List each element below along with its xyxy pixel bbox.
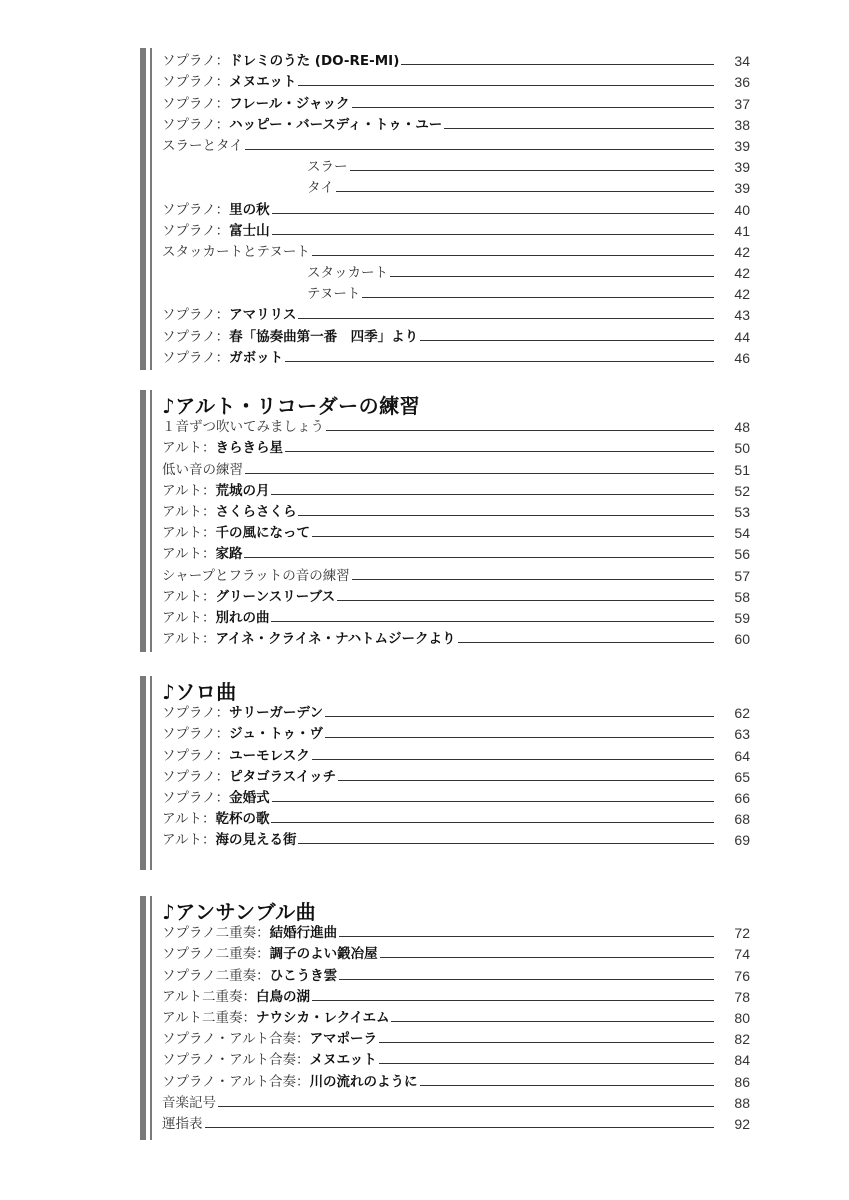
page-number: 50 [734, 440, 750, 457]
page-number: 37 [734, 95, 750, 112]
entry-prefix: アルト： [162, 631, 216, 648]
entry-prefix: アルト： [162, 588, 216, 605]
toc-entry [162, 1068, 750, 1089]
leader-line [379, 1063, 714, 1064]
toc-entry [162, 414, 750, 435]
entry-title: 別れの曲 [215, 609, 270, 626]
leader-line [390, 276, 714, 277]
toc-list [162, 700, 750, 848]
leader-line [272, 801, 714, 802]
toc-entry [162, 133, 750, 154]
leader-line [272, 234, 714, 235]
section-bar [140, 676, 146, 870]
entry-prefix: ソプラノ： [162, 768, 230, 785]
section-heading: ♪アルト・リコーダーの練習 [162, 394, 421, 418]
toc-list [162, 48, 750, 366]
toc-entry [162, 69, 750, 90]
toc-entry [162, 281, 750, 302]
leader-line [312, 255, 714, 256]
page-number: 57 [734, 567, 750, 584]
entry-title: アマポーラ [309, 1031, 378, 1048]
toc-section-solo [140, 676, 750, 870]
leader-line [244, 557, 714, 558]
leader-line [271, 822, 714, 823]
entry-title: 乾杯の歌 [215, 811, 270, 828]
page-number: 72 [734, 925, 750, 942]
toc-entry [162, 456, 750, 477]
entry-prefix: アルト： [162, 440, 216, 457]
entry-title: 白鳥の湖 [255, 988, 310, 1005]
page-number: 66 [734, 789, 750, 806]
leader-line [298, 85, 714, 86]
page-number: 56 [734, 546, 750, 563]
page-number: 40 [734, 201, 750, 218]
leader-line [458, 642, 715, 643]
entry-prefix: ソプラノ二重奏： [162, 967, 270, 984]
toc-entry [162, 1026, 750, 1047]
toc-entry [162, 478, 750, 499]
page-number: 39 [734, 137, 750, 154]
leader-line [205, 1127, 715, 1128]
toc-entry [162, 239, 750, 260]
leader-line [338, 780, 714, 781]
entry-prefix: アルト二重奏： [162, 988, 256, 1005]
leader-line [401, 64, 714, 65]
entry-prefix: ソプラノ： [162, 349, 230, 366]
entry-prefix: シャープとフラットの音の練習 [162, 567, 350, 584]
leader-line [380, 957, 714, 958]
toc-entry [162, 827, 750, 848]
page-number: 42 [734, 243, 750, 260]
leader-line [337, 600, 714, 601]
toc-entry [162, 302, 750, 323]
toc-entry [162, 1090, 750, 1111]
toc-entry [162, 48, 750, 69]
page-number: 42 [734, 265, 750, 282]
page-number: 54 [734, 525, 750, 542]
entry-prefix: スタッカートとテヌート [162, 243, 310, 260]
leader-line [391, 1021, 714, 1022]
entry-prefix: ソプラノ・アルト合奏： [162, 1073, 310, 1090]
page-number: 42 [734, 286, 750, 303]
entry-title: ユーモレスク [229, 747, 310, 764]
leader-line [312, 1000, 714, 1001]
entry-title: ナウシカ・レクイエム [255, 1009, 390, 1026]
leader-line [339, 936, 714, 937]
leader-line [420, 340, 714, 341]
page-number: 92 [734, 1115, 750, 1132]
page-number: 76 [734, 967, 750, 984]
page-number: 34 [734, 53, 750, 70]
entry-prefix: ソプラノ： [162, 53, 230, 70]
toc-entry [162, 700, 750, 721]
page-number: 48 [734, 419, 750, 436]
page-number: 88 [734, 1094, 750, 1111]
entry-title: ドレミのうた (DO-RE-MI) [229, 53, 400, 70]
leader-line [420, 1085, 714, 1086]
page-number: 74 [734, 946, 750, 963]
toc-entry [162, 345, 750, 366]
entry-prefix: １音ずつ吹いてみましょう [162, 419, 324, 436]
leader-line [218, 1106, 714, 1107]
entry-prefix: アルト： [162, 832, 216, 849]
toc-entry [162, 323, 750, 344]
entry-title: ピタゴラスイッチ [229, 768, 337, 785]
entry-prefix: ソプラノ： [162, 726, 230, 743]
page-number: 59 [734, 609, 750, 626]
leader-line [362, 297, 714, 298]
page-number: 62 [734, 705, 750, 722]
page-number: 63 [734, 726, 750, 743]
page-number: 82 [734, 1031, 750, 1048]
page-number: 65 [734, 768, 750, 785]
entry-title: メヌエット [309, 1052, 377, 1069]
entry-title: 金婚式 [229, 789, 270, 806]
page-number: 39 [734, 180, 750, 197]
entry-prefix: アルト： [162, 482, 216, 499]
entry-prefix: タイ [307, 180, 334, 197]
entry-prefix: 運指表 [162, 1115, 203, 1132]
section-bar [140, 390, 146, 652]
entry-title: きらきら星 [215, 440, 283, 457]
entry-prefix: アルト： [162, 525, 216, 542]
page-number: 60 [734, 631, 750, 648]
leader-line [325, 716, 714, 717]
toc-entry [162, 962, 750, 983]
page-number: 41 [734, 222, 750, 239]
entry-title: ハッピー・バースディ・トゥ・ユー [229, 116, 443, 133]
entry-prefix: スラー [307, 159, 348, 176]
leader-line [245, 149, 714, 150]
leader-line [285, 451, 714, 452]
leader-line [271, 621, 714, 622]
entry-prefix: ソプラノ： [162, 705, 230, 722]
toc-entry [162, 112, 750, 133]
page-number: 80 [734, 1009, 750, 1026]
entry-prefix: 低い音の練習 [162, 461, 243, 478]
page-number: 51 [734, 461, 750, 478]
entry-title: 春「協奏曲第一番 四季」より [229, 328, 419, 345]
entry-prefix: ソプラノ： [162, 747, 230, 764]
page-number: 86 [734, 1073, 750, 1090]
section-heading: ♪アンサンブル曲 [162, 900, 317, 924]
toc-entry [162, 1047, 750, 1068]
toc-entry [162, 196, 750, 217]
entry-title: 千の風になって [215, 525, 310, 542]
toc-entry [162, 175, 750, 196]
entry-prefix: ソプラノ： [162, 201, 230, 218]
leader-line [312, 759, 714, 760]
entry-prefix: ソプラノ二重奏： [162, 946, 270, 963]
leader-line [272, 213, 714, 214]
page-number: 58 [734, 588, 750, 605]
toc-entry [162, 1111, 750, 1132]
leader-line [285, 361, 714, 362]
leader-line [350, 170, 715, 171]
entry-title: アマリリス [229, 307, 297, 324]
toc-entry [162, 541, 750, 562]
entry-prefix: ソプラノ： [162, 328, 230, 345]
entry-title: ひこうき雲 [269, 967, 338, 984]
entry-title: 荒城の月 [215, 482, 270, 499]
entry-prefix: ソプラノ： [162, 74, 230, 91]
entry-prefix: ソプラノ二重奏： [162, 925, 270, 942]
toc-entry [162, 626, 750, 647]
entry-prefix: ソプラノ・アルト合奏： [162, 1052, 310, 1069]
leader-line [336, 191, 714, 192]
toc-entry [162, 785, 750, 806]
entry-title: 海の見える街 [215, 832, 297, 849]
toc-entry [162, 435, 750, 456]
page-number: 38 [734, 116, 750, 133]
leader-line [298, 515, 714, 516]
toc-list [162, 414, 750, 647]
entry-title: 富士山 [229, 222, 270, 239]
entry-title: 調子のよい鍛冶屋 [269, 946, 378, 963]
leader-line [298, 843, 714, 844]
toc-entry [162, 605, 750, 626]
toc-entry [162, 562, 750, 583]
entry-title: 川の流れのように [309, 1073, 418, 1090]
toc-section-soprano [140, 48, 750, 370]
section-bar [140, 896, 146, 1140]
leader-line [379, 1042, 714, 1043]
page-number: 53 [734, 503, 750, 520]
leader-line [352, 107, 714, 108]
entry-title: グリーンスリーブス [215, 588, 336, 605]
entry-prefix: ソプラノ： [162, 95, 230, 112]
page-number: 43 [734, 307, 750, 324]
leader-line [325, 737, 714, 738]
entry-title: フレール・ジャック [229, 95, 350, 112]
toc-entry [162, 90, 750, 111]
entry-prefix: ソプラノ： [162, 116, 230, 133]
leader-line [312, 536, 714, 537]
page-number: 69 [734, 832, 750, 849]
leader-line [271, 494, 714, 495]
page-number: 52 [734, 482, 750, 499]
entry-prefix: アルト： [162, 503, 216, 520]
entry-title: 結婚行進曲 [269, 925, 338, 942]
toc-entry [162, 260, 750, 281]
entry-title: 里の秋 [229, 201, 270, 218]
toc-entry [162, 764, 750, 785]
toc-entry [162, 721, 750, 742]
toc-entry [162, 920, 750, 941]
toc-entry [162, 941, 750, 962]
leader-line [245, 473, 714, 474]
page-number: 46 [734, 349, 750, 366]
entry-prefix: ソプラノ： [162, 307, 230, 324]
toc-entry [162, 806, 750, 827]
entry-prefix: スタッカート [307, 265, 388, 282]
entry-title: サリーガーデン [229, 705, 324, 722]
page-number: 84 [734, 1052, 750, 1069]
page-number: 64 [734, 747, 750, 764]
entry-prefix: ソプラノ・アルト合奏： [162, 1031, 310, 1048]
leader-line [352, 579, 714, 580]
page-number: 78 [734, 988, 750, 1005]
entry-title: 家路 [215, 546, 243, 563]
entry-prefix: アルト： [162, 811, 216, 828]
entry-prefix: アルト： [162, 609, 216, 626]
page-number: 36 [734, 74, 750, 91]
toc-entry [162, 984, 750, 1005]
entry-title: さくらさくら [215, 503, 297, 520]
leader-line [298, 318, 714, 319]
entry-prefix: テヌート [307, 286, 361, 303]
entry-prefix: ソプラノ： [162, 789, 230, 806]
toc-section-ensemble [140, 896, 750, 1140]
entry-prefix: アルト二重奏： [162, 1009, 256, 1026]
toc-section-alto-practice [140, 390, 750, 652]
leader-line [339, 979, 714, 980]
toc-entry [162, 520, 750, 541]
entry-prefix: スラーとタイ [162, 137, 243, 154]
leader-line [326, 430, 714, 431]
toc-entry [162, 742, 750, 763]
page-number: 44 [734, 328, 750, 345]
page-number: 68 [734, 811, 750, 828]
toc-entry [162, 218, 750, 239]
entry-prefix: アルト： [162, 546, 216, 563]
toc-list [162, 920, 750, 1132]
entry-prefix: ソプラノ： [162, 222, 230, 239]
entry-title: アイネ・クライネ・ナハトムジークより [215, 631, 456, 648]
page-number: 39 [734, 159, 750, 176]
leader-line [444, 128, 714, 129]
section-bar [140, 48, 146, 370]
toc-entry [162, 154, 750, 175]
toc-entry [162, 584, 750, 605]
toc-entry [162, 1005, 750, 1026]
entry-title: メヌエット [229, 74, 297, 91]
entry-title: ガボット [229, 349, 284, 366]
entry-title: ジュ・トゥ・ヴ [229, 726, 324, 743]
entry-prefix: 音楽記号 [162, 1094, 216, 1111]
section-heading: ♪ソロ曲 [162, 680, 237, 704]
toc-entry [162, 499, 750, 520]
